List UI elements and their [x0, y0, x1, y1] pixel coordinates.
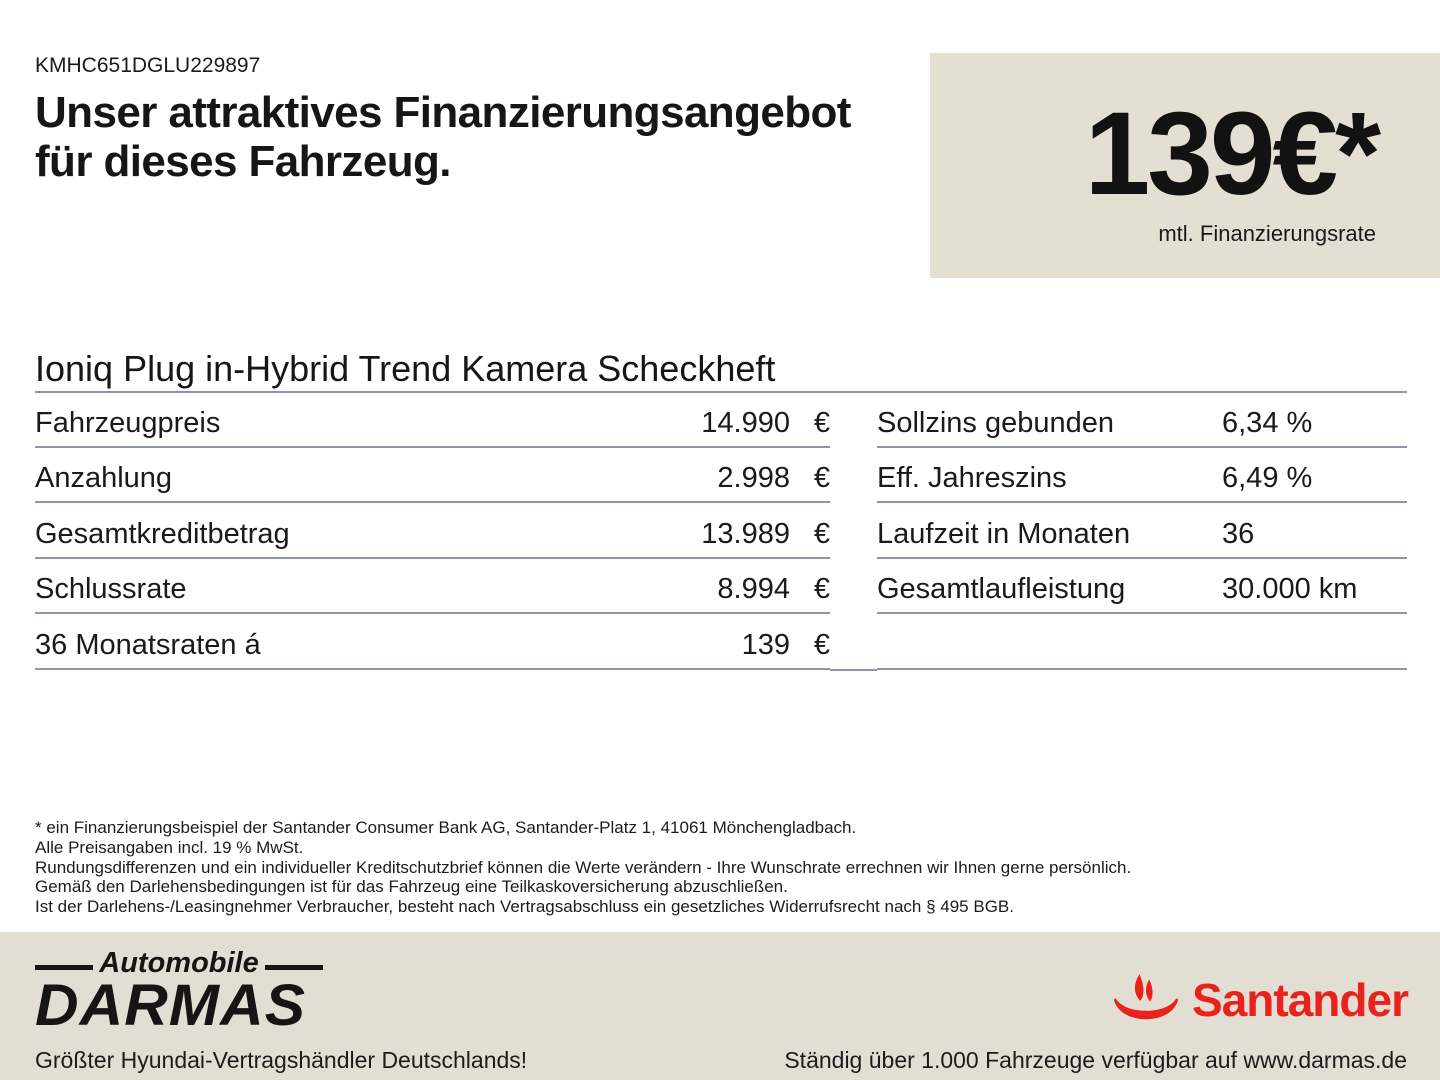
- darmas-logo-name: DARMAS: [35, 973, 306, 1038]
- row-label: Schlussrate: [35, 573, 187, 606]
- logo-rule-left: [35, 965, 93, 970]
- table-row: [877, 392, 1407, 448]
- row-label: Eff. Jahreszins: [877, 462, 1067, 495]
- monthly-rate-box: [930, 53, 1440, 278]
- vin-number: KMHC651DGLU229897: [35, 54, 261, 77]
- page-title-line1: Unser attraktives Finanzierungsangebot: [35, 88, 851, 137]
- table-row-empty: [877, 614, 1407, 670]
- finance-table: [35, 392, 1407, 670]
- row-label: Sollzins gebunden: [877, 406, 1115, 439]
- table-column-gap: [830, 392, 877, 670]
- footer-band: [0, 932, 1440, 1080]
- footer-website-text: Ständig über 1.000 Fahrzeuge verfügbar auf www.darmas.de: [784, 1047, 1407, 1073]
- monthly-rate-caption: mtl. Finanzierungsrate: [1158, 220, 1376, 246]
- fine-print: [35, 818, 1131, 917]
- darmas-logo-automobile: Automobile: [99, 947, 259, 979]
- fine-print-line: Gemäß den Darlehensbedingungen ist für das Fahrzeug eine Teilkaskoversicherung abzuschließen.: [35, 877, 788, 897]
- table-row: [35, 614, 830, 670]
- page-title: [35, 88, 851, 186]
- table-row: [35, 448, 830, 504]
- row-label: Anzahlung: [35, 462, 173, 495]
- row-unit: €: [813, 573, 830, 606]
- row-value: 6,49 %: [1222, 462, 1313, 495]
- page-title-line2: für dieses Fahrzeug.: [35, 137, 451, 186]
- row-value: 30.000 km: [1222, 573, 1358, 606]
- row-unit: €: [813, 406, 830, 439]
- row-value: 2.998: [717, 462, 790, 495]
- finance-table-left-column: [35, 392, 830, 670]
- row-label: Fahrzeugpreis: [35, 406, 221, 439]
- row-value: 6,34 %: [1222, 406, 1313, 439]
- row-unit: €: [813, 517, 830, 550]
- row-label: Gesamtkreditbetrag: [35, 517, 290, 550]
- table-row: [35, 559, 830, 615]
- table-bottom-line-segment: [830, 669, 877, 671]
- row-label: Laufzeit in Monaten: [877, 517, 1131, 550]
- logo-rule-right: [265, 965, 323, 970]
- row-value: 36: [1222, 517, 1255, 550]
- row-value: 139: [741, 628, 790, 661]
- row-unit: €: [813, 628, 830, 661]
- fine-print-line: Alle Preisangaben incl. 19 % MwSt.: [35, 837, 304, 857]
- table-row: [877, 559, 1407, 615]
- row-label: 36 Monatsraten á: [35, 628, 261, 661]
- vehicle-title: Ioniq Plug in-Hybrid Trend Kamera Scheckheft: [35, 348, 1407, 393]
- fine-print-line: Rundungsdifferenzen und ein individueller Kreditschutzbrief können die Werte verändern - Ihre Wunschrate errechnen wir Ihnen gerne persönlich.: [35, 857, 1132, 877]
- row-value: 13.989: [701, 517, 790, 550]
- darmas-logo: [35, 947, 323, 1038]
- santander-logo: [1110, 966, 1408, 1033]
- santander-logo-text: Santander: [1192, 973, 1408, 1026]
- finance-table-right-column: [877, 392, 1407, 670]
- row-value: 14.990: [701, 406, 790, 439]
- monthly-rate-value: 139€*: [1084, 87, 1378, 220]
- table-row: [35, 503, 830, 559]
- fine-print-line: * ein Finanzierungsbeispiel der Santander Consumer Bank AG, Santander-Platz 1, 41061 Mönchengladbach.: [35, 818, 857, 837]
- table-row: [877, 503, 1407, 559]
- row-unit: €: [813, 462, 830, 495]
- fine-print-line: Ist der Darlehens-/Leasingnehmer Verbraucher, besteht nach Vertragsabschluss ein gesetzliches Widerrufsrecht nach § 495 BGB.: [35, 897, 1014, 917]
- table-row: [877, 448, 1407, 504]
- row-label: Gesamtlaufleistung: [877, 573, 1126, 606]
- table-row: [35, 392, 830, 448]
- row-value: 8.994: [717, 573, 790, 606]
- footer-claim-text: Größter Hyundai-Vertragshändler Deutschlands!: [35, 1047, 528, 1073]
- santander-flame-icon: [1110, 966, 1182, 1033]
